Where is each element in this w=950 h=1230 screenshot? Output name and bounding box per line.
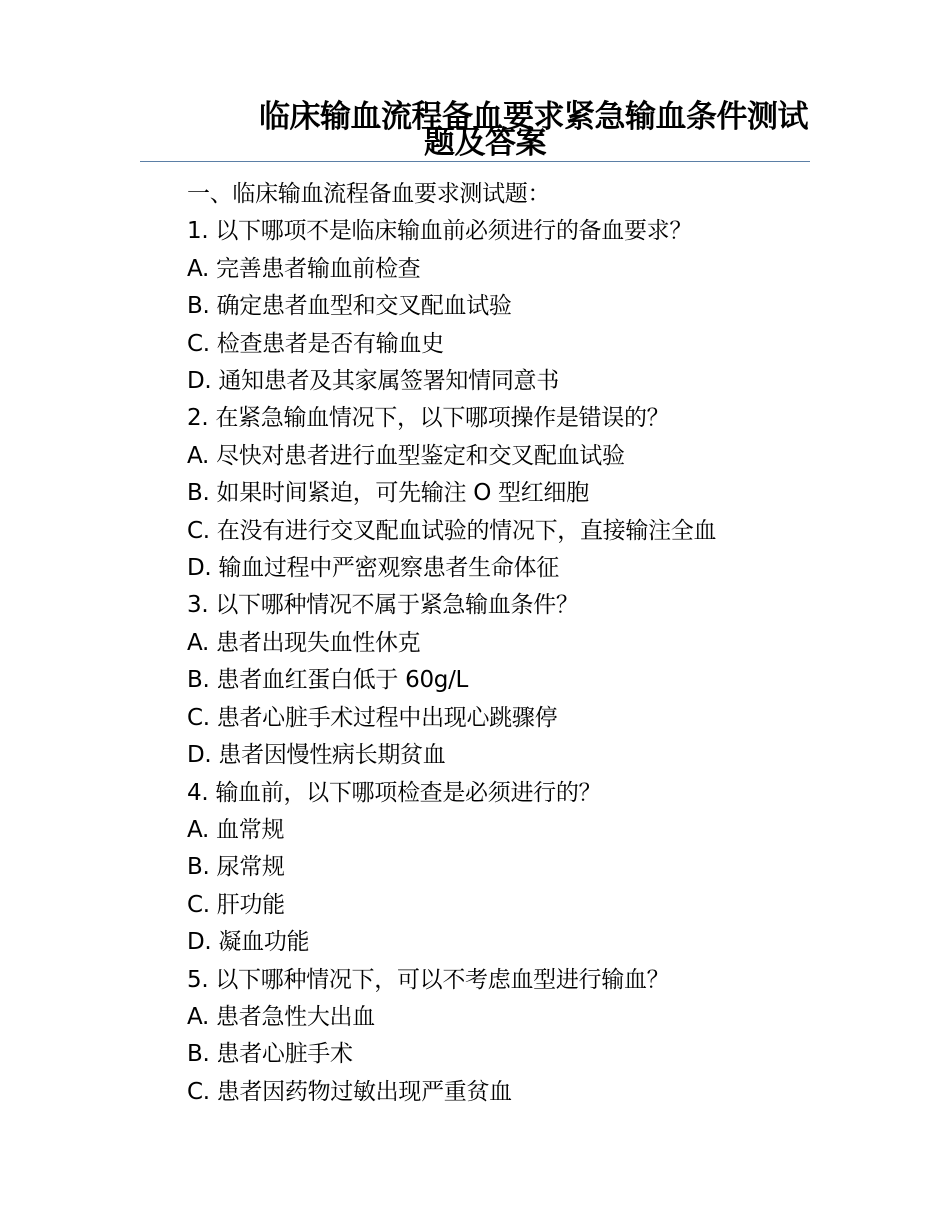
question-option: B. 尿常规 (187, 854, 285, 881)
question-option: C. 患者因药物过敏出现严重贫血 (187, 1078, 512, 1105)
question-option: A. 尽快对患者进行血型鉴定和交叉配血试验 (187, 442, 625, 469)
question-stem: 1. 以下哪项不是临床输血前必须进行的备血要求？ (187, 218, 693, 245)
document-title-line-2: 题及答案 (424, 125, 546, 161)
question-3 (187, 587, 807, 774)
document-title (140, 99, 810, 161)
question-option: A. 完善患者输血前检查 (187, 255, 421, 282)
question-4 (187, 775, 807, 962)
title-underline-rule (140, 161, 810, 162)
question-option: B. 患者心脏手术 (187, 1041, 353, 1068)
question-option: A. 患者急性大出血 (187, 1003, 375, 1030)
question-option: D. 输血过程中严密观察患者生命体征 (187, 555, 559, 582)
question-option: C. 患者心脏手术过程中出现心跳骤停 (187, 704, 558, 731)
question-stem: 3. 以下哪种情况不属于紧急输血条件？ (187, 592, 579, 619)
question-2 (187, 400, 807, 587)
question-1 (187, 213, 807, 400)
question-option: C. 肝功能 (187, 891, 285, 918)
question-option: B. 如果时间紧迫，可先输注 O 型红细胞 (187, 480, 589, 507)
question-stem: 2. 在紧急输血情况下，以下哪项操作是错误的？ (187, 405, 670, 432)
question-option: D. 凝血功能 (187, 929, 310, 956)
question-5 (187, 962, 807, 1112)
question-option: B. 患者血红蛋白低于 60g/L (187, 667, 469, 694)
question-stem: 5. 以下哪种情况下，可以不考虑血型进行输血？ (187, 966, 670, 993)
question-option: B. 确定患者血型和交叉配血试验 (187, 293, 512, 320)
question-option: C. 在没有进行交叉配血试验的情况下，直接输注全血 (187, 517, 717, 544)
section-heading: 一、临床输血流程备血要求测试题： (187, 181, 551, 207)
question-option: D. 患者因慢性病长期贫血 (187, 742, 446, 769)
question-option: C. 检查患者是否有输血史 (187, 330, 444, 357)
question-option: A. 血常规 (187, 816, 285, 843)
document-title-line-1: 临床输血流程备血要求紧急输血条件测试 (259, 99, 808, 135)
question-option: A. 患者出现失血性休克 (187, 629, 421, 656)
question-stem: 4. 输血前，以下哪项检查是必须进行的？ (187, 779, 602, 806)
document-body (187, 176, 807, 1111)
question-option: D. 通知患者及其家属签署知情同意书 (187, 368, 559, 395)
